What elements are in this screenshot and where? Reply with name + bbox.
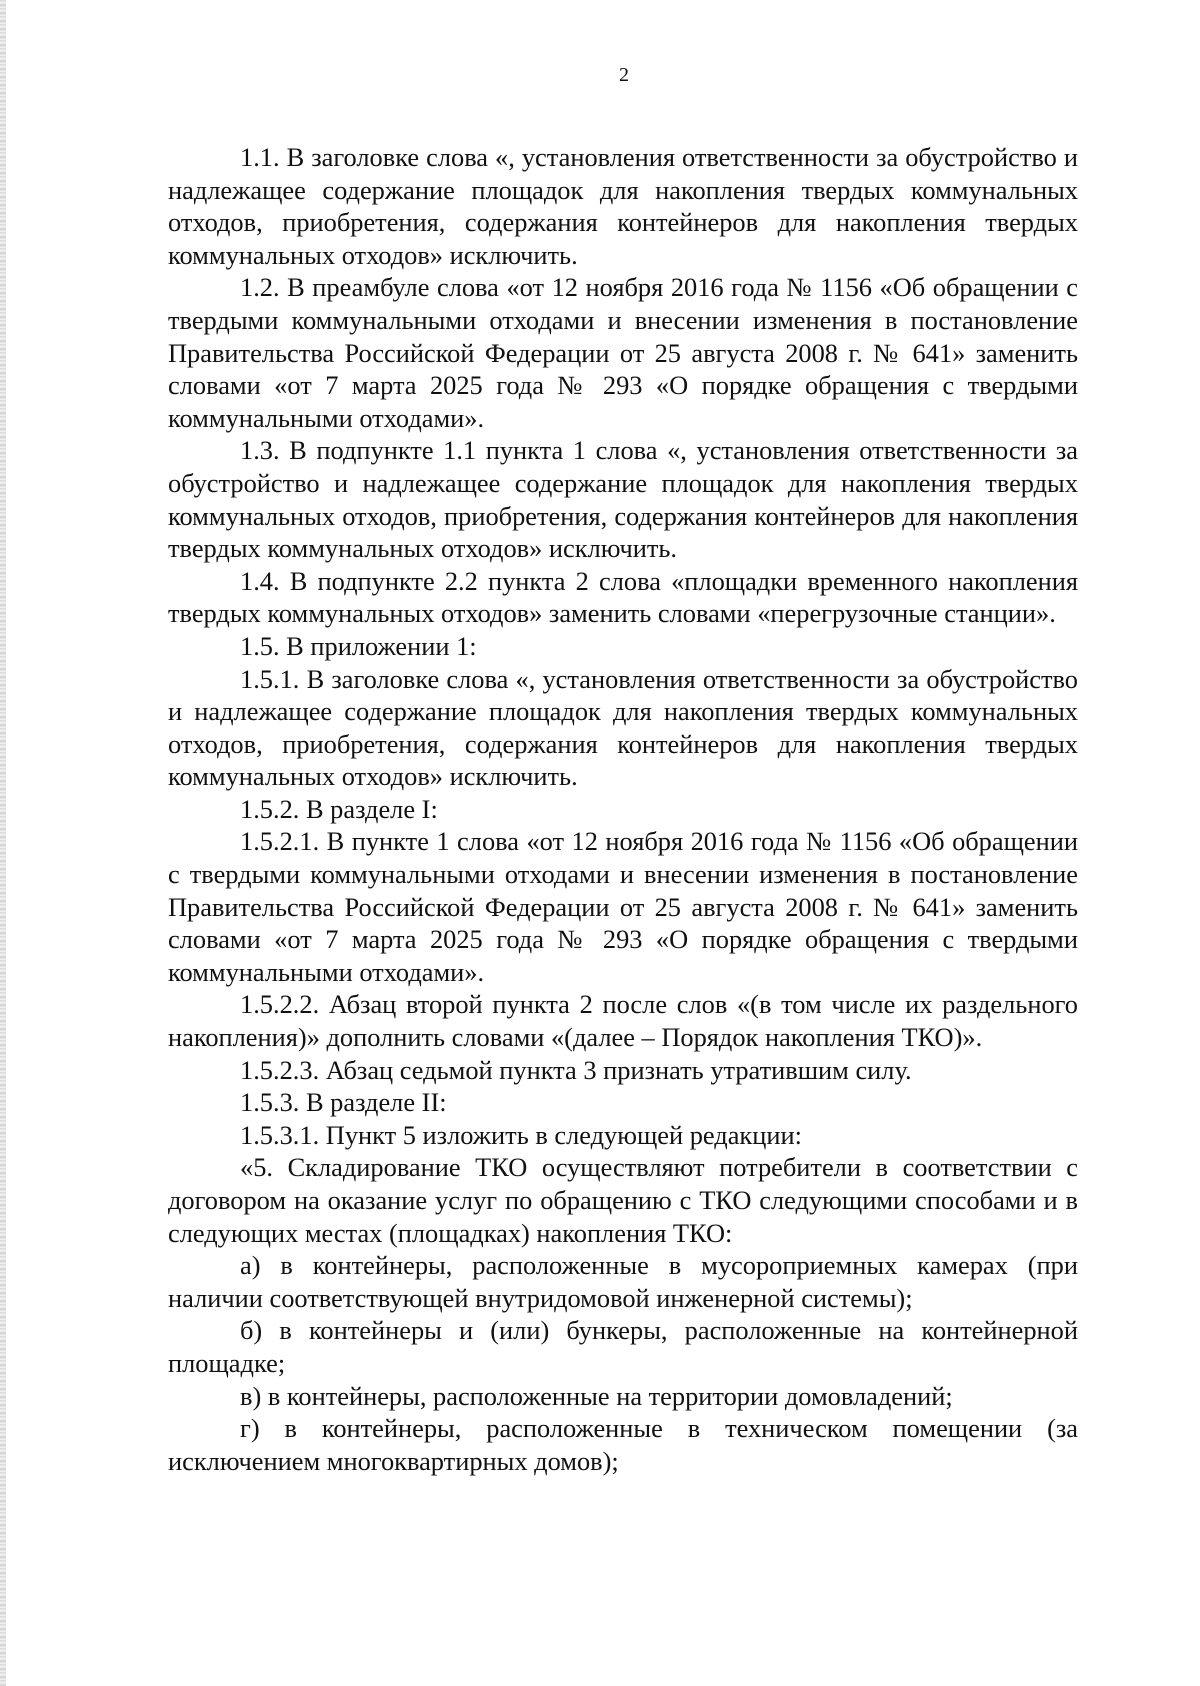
paragraph-1-2: 1.2. В преамбуле слова «от 12 ноября 2016 года № 1156 «Об обращении с твердыми коммунальными отходами и внесении изменения в постановление Правительства Российской Федерации от 25 августа 2008 г. № 641» заменить словами «от 7 марта 2025 года № 293 «О порядке обращения с твердыми коммунальными отходами». [168, 272, 1078, 433]
paragraph-item-v: в) в контейнеры, расположенные на территории домовладений; [240, 1380, 953, 1411]
paragraph-1-5: 1.5. В приложении 1: [240, 630, 477, 661]
paragraph-item-5: «5. Складирование ТКО осуществляют потребители в соответствии с договором на оказание услуг по обращению с ТКО следующими способами и в следующих местах (площадках) накопления ТКО: [168, 1152, 1078, 1248]
paragraph-1-5-3-1: 1.5.3.1. Пункт 5 изложить в следующей редакции: [240, 1119, 802, 1150]
paragraph-item-g: г) в контейнеры, расположенные в техническом помещении (за исключением многоквартирных домов); [168, 1413, 1078, 1476]
document-body [168, 141, 1078, 1477]
scan-edge [0, 0, 6, 1686]
paragraph-1-3: 1.3. В подпункте 1.1 пункта 1 слова «, установления ответственности за обустройство и надлежащее содержание площадок для накопления твердых коммунальных отходов, приобретения, содержания контейнеров для накопления твердых коммунальных отходов» исключить. [168, 435, 1078, 564]
paragraph-item-b: б) в контейнеры и (или) бункеры, расположенные на контейнерной площадке; [168, 1315, 1078, 1378]
page-number: 2 [619, 64, 629, 86]
paragraph-1-5-1: 1.5.1. В заголовке слова «, установления ответственности за обустройство и надлежащее содержание площадок для накопления твердых коммунальных отходов, приобретения, содержания контейнеров для накопления твердых коммунальных отходов» исключить. [168, 663, 1078, 792]
paragraph-item-a: а) в контейнеры, расположенные в мусороприемных камерах (при наличии соответствующей внутридомовой инженерной системы); [168, 1250, 1078, 1313]
paragraph-1-5-2-1: 1.5.2.1. В пункте 1 слова «от 12 ноября 2016 года № 1156 «Об обращении с твердыми коммунальными отходами и внесении изменения в постановление Правительства Российской Федерации от 25 августа 2008 г. № 641» заменить словами «от 7 марта 2025 года № 293 «О порядке обращения с твердыми коммунальными отходами». [168, 826, 1078, 987]
paragraph-1-5-2-2: 1.5.2.2. Абзац второй пункта 2 после слов «(в том числе их раздельного накопления)» дополнить словами «(далее – Порядок накопления ТКО)». [168, 989, 1078, 1053]
paragraph-1-5-2-3: 1.5.2.3. Абзац седьмой пункта 3 признать утратившим силу. [240, 1054, 912, 1085]
paragraph-1-5-3: 1.5.3. В разделе II: [240, 1087, 447, 1118]
paragraph-1-1: 1.1. В заголовке слова «, установления ответственности за обустройство и надлежащее содержание площадок для накопления твердых коммунальных отходов, приобретения, содержания контейнеров для накопления твердых коммунальных отходов» исключить. [168, 142, 1078, 270]
paragraph-1-4: 1.4. В подпункте 2.2 пункта 2 слова «площадки временного накопления твердых коммунальных отходов» заменить словами «перегрузочные станции». [168, 565, 1078, 629]
paragraph-1-5-2: 1.5.2. В разделе I: [240, 793, 438, 824]
